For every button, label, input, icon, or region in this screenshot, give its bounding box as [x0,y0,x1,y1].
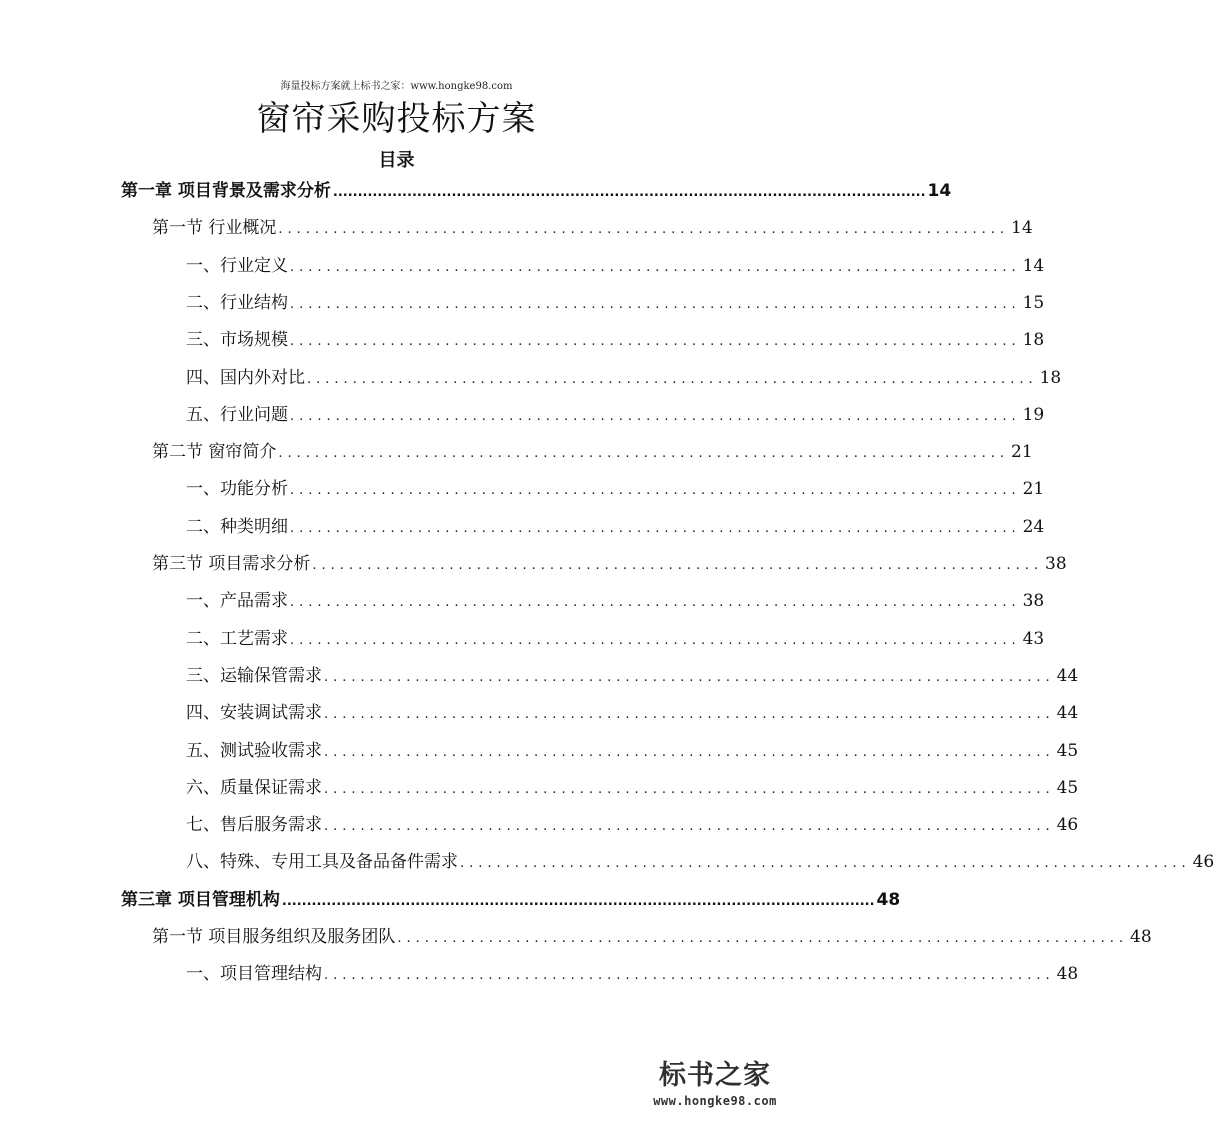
toc-entry[interactable] [186,810,1079,840]
toc-dot-leader: ................................................................................ [290,334,1021,350]
toc-entry-label: 第一章 项目背景及需求分析 [121,181,331,201]
toc-entry-label: 二、种类明细 [186,516,288,537]
toc-entry-label: 第三章 项目管理机构 [121,889,280,910]
toc-entry-label: 第一节 项目服务组织及服务团队 [152,927,396,947]
toc-heading: 目录 [378,150,415,171]
toc-entry-label: 一、行业定义 [186,255,288,276]
document-title: 窗帘采购投标方案 [256,99,537,139]
toc-entry-page: 14 [1022,255,1045,276]
toc-entry[interactable] [186,288,1045,318]
toc-entry-page: 21 [1011,442,1033,463]
toc-dot-leader: ................................................................................ [290,595,1021,611]
toc-entry[interactable] [186,363,1062,393]
toc-dot-leader: ................................................................................ [290,632,1021,648]
toc-entry[interactable] [186,698,1079,728]
watermark-name: 标书之家 [659,1060,771,1091]
toc-entry[interactable] [121,885,901,915]
toc-dot-leader: ................................................................................ [290,483,1021,499]
toc-entry-page: 15 [1022,292,1045,313]
toc-dot-leader: ................................................................................ [324,669,1055,685]
toc-entry[interactable] [121,176,952,206]
toc-entry[interactable] [186,959,1079,989]
toc-entry-label: 二、行业结构 [186,292,288,313]
toc-dot-leader: ................................................................................ [324,744,1055,760]
toc-entry-page: 45 [1056,740,1079,761]
watermark-logo [640,1058,790,1108]
toc-entry-page: 44 [1056,665,1079,686]
toc-entry-page: 48 [876,889,901,910]
toc-entry-label: 四、国内外对比 [186,367,305,388]
toc-entry[interactable] [186,474,1045,504]
toc-dot-leader: ................................................................................ [460,856,1191,872]
toc-dot-leader: ................................................................................ [324,819,1055,835]
toc-dot-leader: ........................................................................................................................ [281,893,875,909]
toc-entry[interactable] [186,586,1045,616]
toc-entry-label: 第二节 窗帘简介 [152,442,277,463]
toc-dot-leader: ................................................................................ [290,259,1021,275]
toc-entry-page: 45 [1056,777,1079,798]
toc-dot-leader: ................................................................................ [307,371,1038,387]
toc-entry-label: 第一节 行业概况 [152,218,277,239]
toc-entry[interactable] [186,400,1045,430]
toc-entry[interactable] [186,251,1045,281]
toc-entry-label: 三、运输保管需求 [186,665,322,686]
toc-entry-page: 18 [1039,367,1062,388]
toc-entry-label: 七、售后服务需求 [186,815,322,836]
toc-entry-page: 46 [1192,852,1214,873]
toc-entry[interactable] [152,922,1152,952]
toc-entry-label: 一、项目管理结构 [186,964,322,985]
toc-entry-label: 五、测试验收需求 [186,740,322,761]
toc-entry[interactable] [186,325,1045,355]
toc-entry[interactable] [152,437,1033,467]
toc-entry-label: 一、产品需求 [186,591,288,612]
toc-entry-page: 14 [1011,218,1033,239]
toc-entry-page: 21 [1022,479,1045,500]
toc-entry-label: 五、行业问题 [186,404,288,425]
toc-dot-leader: ........................................................................................................................ [332,185,926,200]
toc-entry[interactable] [186,624,1045,654]
header-note: 海量投标方案就上标书之家：www.hongke98.com [280,81,513,92]
toc-entry-label: 第三节 项目需求分析 [152,554,311,574]
toc-dot-leader: ................................................................................ [324,707,1055,723]
toc-entry-page: 14 [927,181,952,201]
toc-entry[interactable] [186,736,1079,766]
toc-entry-page: 24 [1022,516,1045,537]
toc-entry-label: 六、质量保证需求 [186,777,322,798]
toc-dot-leader: ................................................................................ [278,446,1009,462]
toc-dot-leader: ................................................................................ [324,968,1055,984]
toc-entry-page: 48 [1056,964,1079,985]
toc-entry[interactable] [152,213,1033,243]
toc-entry-page: 44 [1056,703,1079,724]
toc-entry[interactable] [186,512,1045,542]
toc-entry-label: 三、市场规模 [186,330,288,351]
toc-dot-leader: ................................................................................ [290,296,1021,312]
toc-entry-label: 八、特殊、专用工具及备品备件需求 [186,852,458,873]
toc-entry-page: 43 [1022,628,1045,649]
toc-entry-page: 19 [1022,404,1045,425]
toc-dot-leader: ................................................................................ [397,931,1128,946]
toc-entry[interactable] [152,549,1067,579]
toc-dot-leader: ................................................................................ [312,558,1043,573]
toc-entry-page: 48 [1130,927,1152,947]
toc-entry[interactable] [186,847,1214,877]
toc-entry-page: 46 [1056,815,1079,836]
toc-dot-leader: ................................................................................ [324,781,1055,797]
toc-entry-page: 18 [1022,330,1045,351]
toc-entry-label: 四、安装调试需求 [186,703,322,724]
toc-dot-leader: ................................................................................ [278,222,1009,238]
toc-entry[interactable] [186,661,1079,691]
watermark-url: www.hongke98.com [653,1094,777,1108]
toc-entry-page: 38 [1045,554,1067,574]
toc-dot-leader: ................................................................................ [290,408,1021,424]
toc-entry[interactable] [186,773,1079,803]
toc-entry-page: 38 [1022,591,1045,612]
toc-entry-label: 一、功能分析 [186,479,288,500]
toc-dot-leader: ................................................................................ [290,520,1021,536]
toc-entry-label: 二、工艺需求 [186,628,288,649]
